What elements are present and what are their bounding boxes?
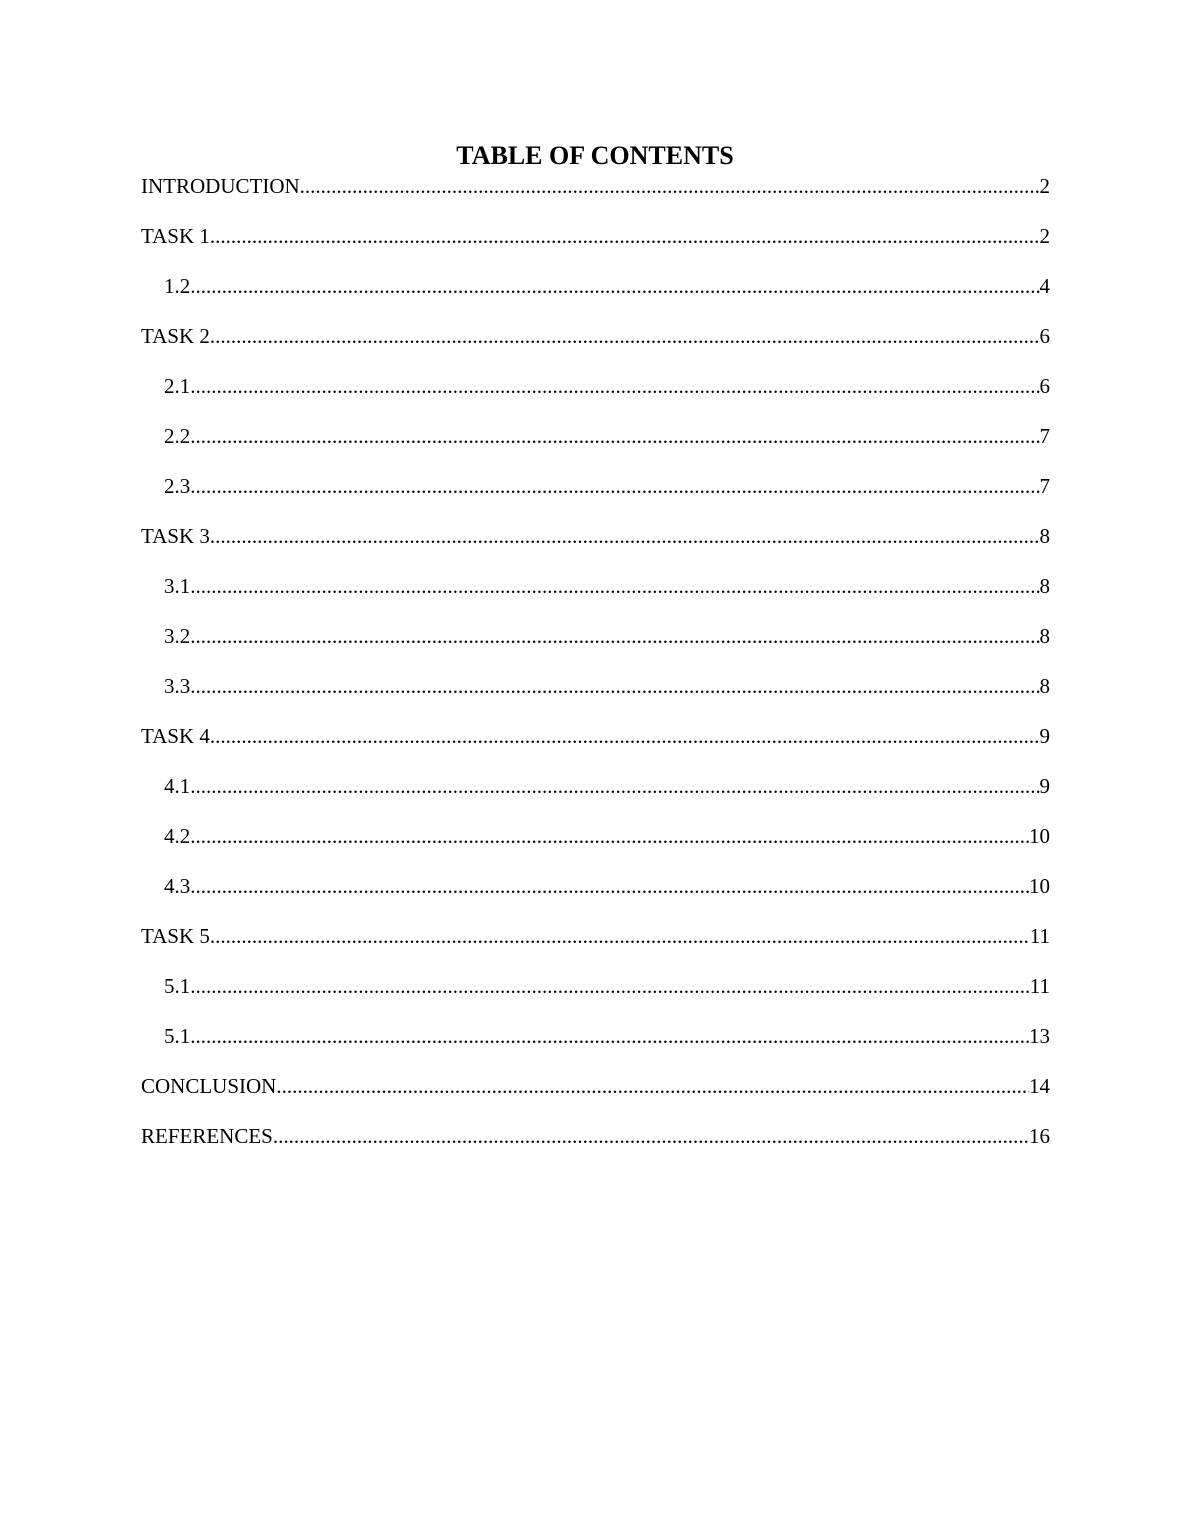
toc-title: TABLE OF CONTENTS — [456, 141, 734, 170]
toc-dot-leader — [190, 972, 1030, 1000]
toc-entry-label: 3.1 — [164, 574, 191, 598]
toc-entry-page-number: 10 — [1029, 824, 1050, 848]
toc-entry-page-number: 6 — [1039, 374, 1050, 398]
toc-entry-page-number: 10 — [1029, 874, 1050, 898]
toc-entry[interactable] — [141, 772, 1050, 822]
toc-dot-leader — [190, 422, 1039, 450]
toc-dot-leader — [210, 722, 1040, 750]
toc-entry-page-number: 7 — [1039, 474, 1050, 498]
toc-entry-label: CONCLUSION — [141, 1074, 277, 1098]
toc-entry[interactable] — [141, 1022, 1050, 1072]
toc-entry-label: 2.1 — [164, 374, 191, 398]
toc-entry-label: 3.2 — [164, 624, 191, 648]
toc-entry-page-number: 8 — [1039, 624, 1050, 648]
toc-entry-label: 4.1 — [164, 774, 191, 798]
toc-entry-label: 1.2 — [164, 274, 191, 298]
toc-entry-page-number: 9 — [1039, 774, 1050, 798]
toc-entry-label: 4.3 — [164, 874, 191, 898]
toc-dot-leader — [190, 372, 1039, 400]
toc-entry-page-number: 6 — [1039, 324, 1050, 348]
toc-dot-leader — [190, 572, 1039, 600]
toc-dot-leader — [190, 672, 1039, 700]
toc-entry-label: 5.1 — [164, 974, 191, 998]
toc-entry[interactable] — [141, 172, 1050, 222]
toc-entry-label: TASK 4 — [141, 724, 210, 748]
toc-entry-page-number: 8 — [1039, 674, 1050, 698]
toc-dot-leader — [210, 922, 1030, 950]
toc-dot-leader — [190, 622, 1039, 650]
toc-entry-label: 3.3 — [164, 674, 191, 698]
toc-entry-label: REFERENCES — [141, 1124, 273, 1148]
toc-entry-page-number: 8 — [1039, 574, 1050, 598]
toc-entry[interactable] — [141, 522, 1050, 572]
toc-entry[interactable] — [141, 872, 1050, 922]
toc-entry-page-number: 2 — [1039, 174, 1050, 198]
toc-entry-label: 2.3 — [164, 474, 191, 498]
toc-entry[interactable] — [141, 472, 1050, 522]
toc-entry-label: TASK 2 — [141, 324, 210, 348]
toc-entry[interactable] — [141, 822, 1050, 872]
toc-dot-leader — [210, 222, 1040, 250]
toc-entry-label: 5.1 — [164, 1024, 191, 1048]
toc-entry-label: TASK 3 — [141, 524, 210, 548]
toc-entry[interactable] — [141, 972, 1050, 1022]
toc-dot-leader — [210, 322, 1040, 350]
toc-entry-label: 2.2 — [164, 424, 191, 448]
toc-entry[interactable] — [141, 622, 1050, 672]
toc-entry[interactable] — [141, 272, 1050, 322]
toc-entry-page-number: 9 — [1039, 724, 1050, 748]
toc-entry[interactable] — [141, 1072, 1050, 1122]
toc-entry[interactable] — [141, 372, 1050, 422]
toc-entry[interactable] — [141, 1122, 1050, 1172]
toc-entry[interactable] — [141, 572, 1050, 622]
toc-entry[interactable] — [141, 722, 1050, 772]
toc-list — [141, 172, 1050, 1172]
toc-entry-page-number: 13 — [1029, 1024, 1050, 1048]
toc-entry-page-number: 11 — [1029, 924, 1050, 948]
toc-entry-page-number: 2 — [1039, 224, 1050, 248]
toc-dot-leader — [190, 772, 1039, 800]
toc-entry-label: INTRODUCTION — [141, 174, 300, 198]
toc-entry-label: 4.2 — [164, 824, 191, 848]
toc-entry[interactable] — [141, 922, 1050, 972]
toc-entry-label: TASK 5 — [141, 924, 210, 948]
toc-entry-page-number: 7 — [1039, 424, 1050, 448]
toc-entry-page-number: 8 — [1039, 524, 1050, 548]
toc-dot-leader — [276, 1072, 1029, 1100]
toc-dot-leader — [190, 1022, 1029, 1050]
toc-dot-leader — [190, 822, 1029, 850]
toc-entry-label: TASK 1 — [141, 224, 210, 248]
toc-entry-page-number: 14 — [1029, 1074, 1050, 1098]
toc-dot-leader — [210, 522, 1040, 550]
toc-dot-leader — [190, 872, 1029, 900]
toc-dot-leader — [190, 472, 1039, 500]
toc-entry-page-number: 4 — [1039, 274, 1050, 298]
toc-entry[interactable] — [141, 422, 1050, 472]
toc-dot-leader — [190, 272, 1039, 300]
toc-dot-leader — [273, 1122, 1029, 1150]
toc-entry[interactable] — [141, 222, 1050, 272]
toc-entry-page-number: 11 — [1029, 974, 1050, 998]
toc-entry[interactable] — [141, 322, 1050, 372]
toc-entry-page-number: 16 — [1029, 1124, 1050, 1148]
toc-entry[interactable] — [141, 672, 1050, 722]
toc-dot-leader — [300, 172, 1040, 200]
